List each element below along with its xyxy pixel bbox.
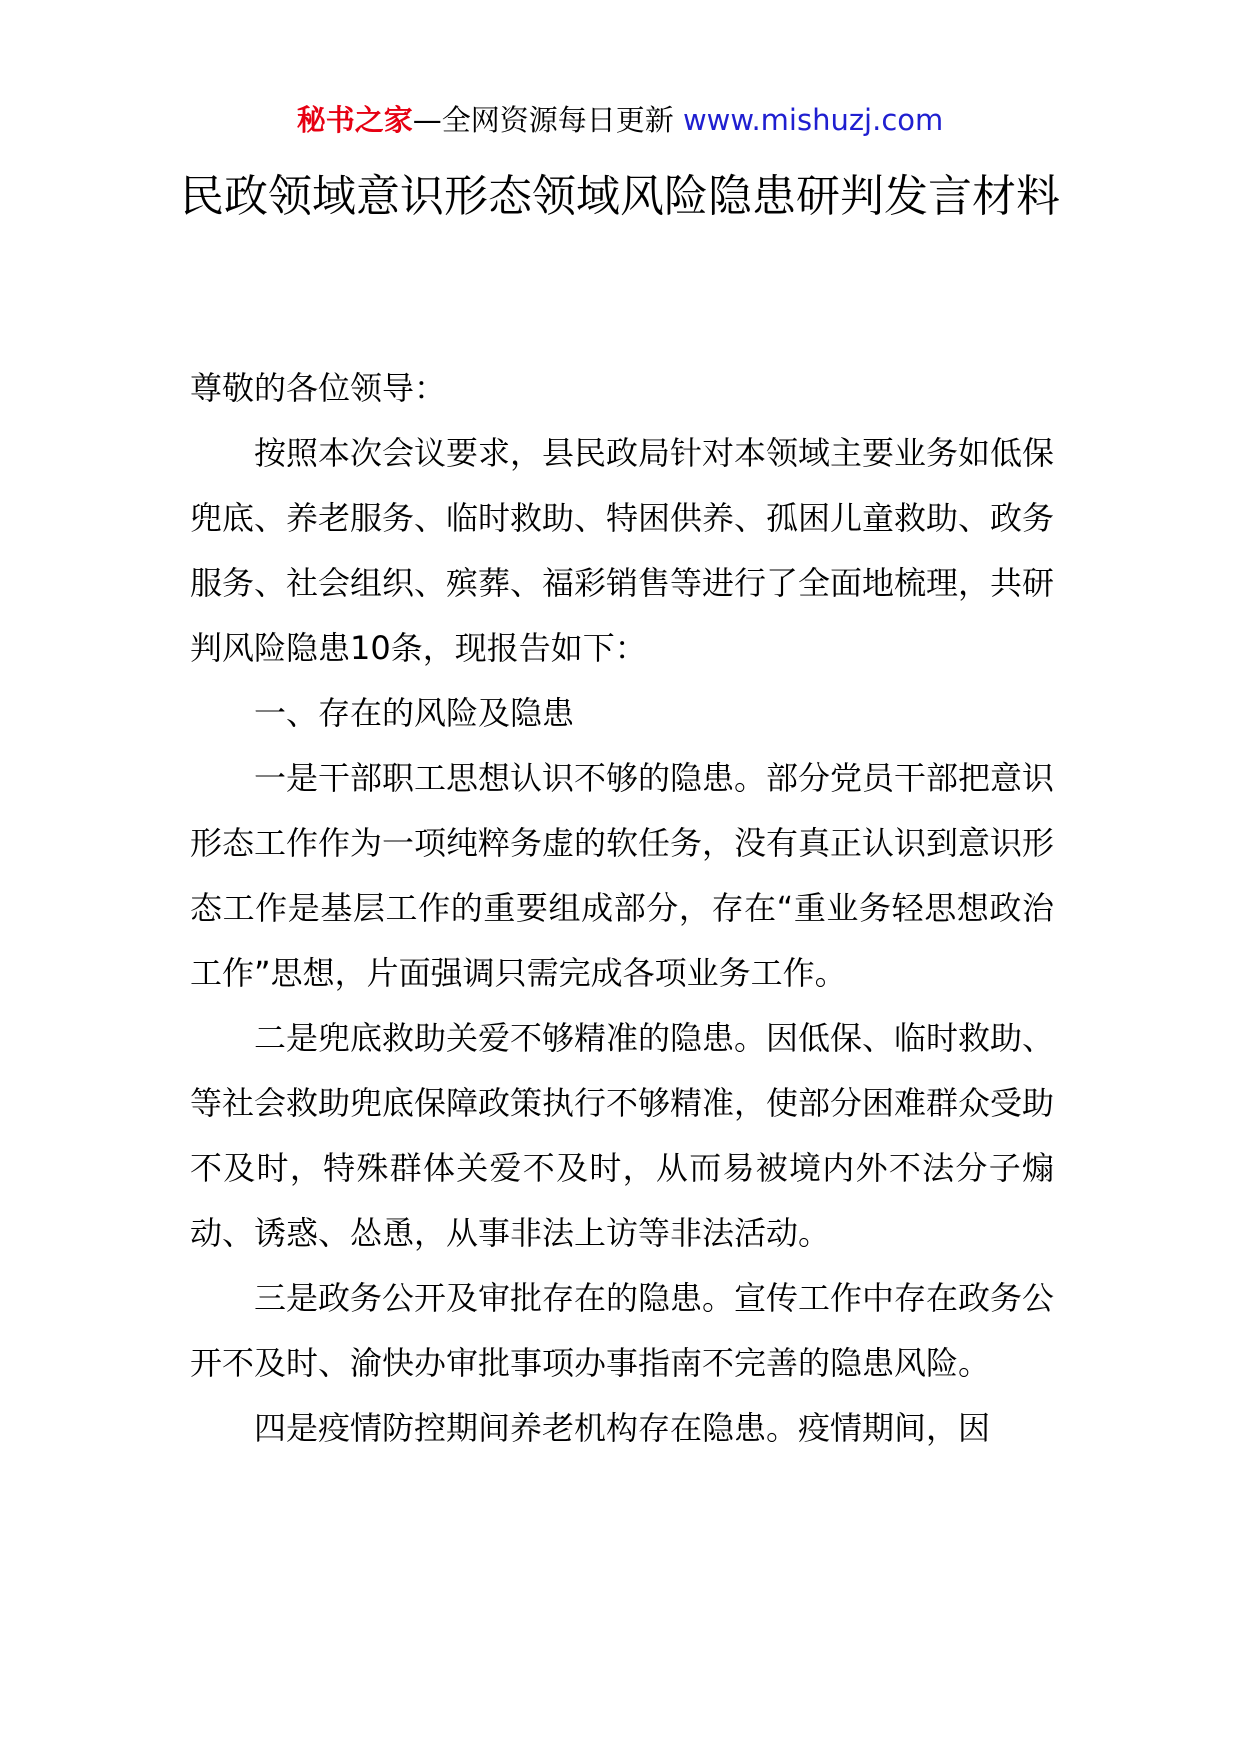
header-tagline: —全网资源每日更新 <box>412 103 674 137</box>
risk-item-2: 二是兜底救助关爱不够精准的隐患。因低保、临时救助、等社会救助兜底保障政策执行不够精准，使部分困难群众受助不及时，特殊群体关爱不及时，从而易被境内外不法分子煽动、诱惑、怂恿，从事非法上访等非法活动。 <box>190 1019 1055 1252</box>
risk-item-4: 四是疫情防控期间养老机构存在隐患。疫情期间，因 <box>254 1409 991 1447</box>
intro-paragraph: 按照本次会议要求，县民政局针对本领域主要业务如低保兜底、养老服务、临时救助、特困供养、孤困儿童救助、政务服务、社会组织、殡葬、福彩销售等进行了全面地梳理，共研判风险隐患10条，现报告如下： <box>190 434 1055 667</box>
risk-item-1: 一是干部职工思想认识不够的隐患。部分党员干部把意识形态工作作为一项纯粹务虚的软任务，没有真正认识到意识形态工作是基层工作的重要组成部分，存在“重业务轻思想政治工作”思想，片面强调只需完成各项业务工作。 <box>190 759 1055 992</box>
risk-item-3: 三是政务公开及审批存在的隐患。宣传工作中存在政务公开不及时、渝快办审批事项办事指南不完善的隐患风险。 <box>190 1279 1055 1382</box>
brand-name: 秘书之家 <box>296 103 413 137</box>
site-url-link[interactable]: www.mishuzj.com <box>682 103 944 137</box>
salutation: 尊敬的各位领导： <box>190 369 447 407</box>
document-title: 民政领域意识形态领域风险隐患研判发言材料 <box>180 171 1060 222</box>
document-body <box>190 356 1054 1461</box>
site-header <box>0 100 1240 140</box>
section-heading: 一、存在的风险及隐患 <box>254 694 575 732</box>
